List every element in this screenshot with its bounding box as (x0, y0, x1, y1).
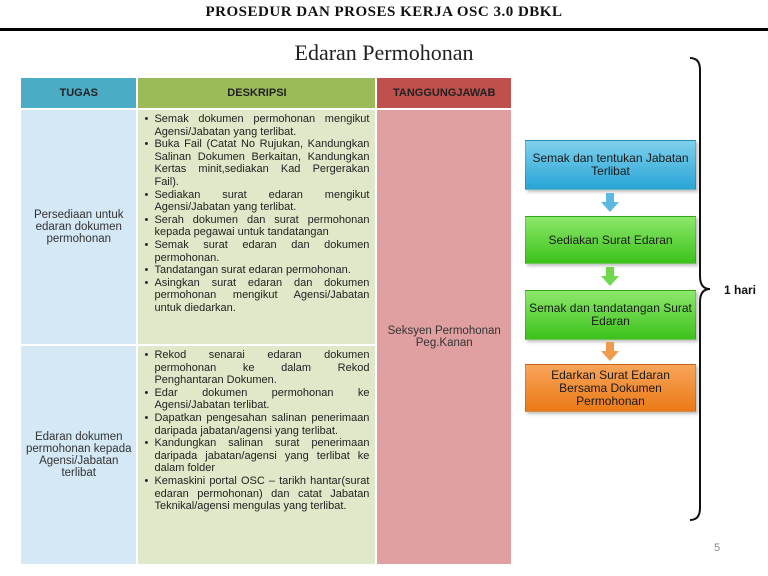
slide-subtitle: Edaran Permohonan (294, 40, 474, 65)
flow-step-semak-jabatan: Semak dan tentukan Jabatan Terlibat (525, 140, 696, 190)
list-item: • Kemaskini portal OSC – tarikh hantar(surat edaran permohonan) dan catat Jabatan Teknikal/agensi mengulas yang terlibat. (154, 475, 369, 513)
title-divider (0, 28, 768, 31)
flow-step-edarkan-surat: Edarkan Surat Edaran Bersama Dokumen Permohonan (525, 364, 696, 412)
list-item: • Buka Fail (Catat No Rujukan, Kandungkan Salinan Dokumen Berkaitan, Kandungkan Kertas minit,sediakan Kad Pergerakan Fail). (154, 138, 369, 188)
down-arrow-icon (600, 267, 620, 287)
duration-label: 1 hari (724, 283, 757, 297)
tugas-cell: Edaran dokumen permohonan kepada Agensi/Jabatan terlibat (21, 346, 136, 564)
tugas-cell: Persediaan untuk edaran dokumen permohonan (21, 110, 136, 344)
list-item: • Tandatangan surat edaran permohonan. (154, 264, 369, 277)
list-item: • Dapatkan pengesahan salinan penerimaan daripada jabatan/agensi yang terlibat. (154, 412, 369, 437)
down-arrow-icon (600, 193, 620, 213)
deskripsi-list (142, 113, 369, 315)
list-item: • Semak surat edaran dan dokumen permohonan. (154, 239, 369, 264)
list-item: • Asingkan surat edaran dan dokumen permohonan mengikut Agensi/Jabatan untuk diedarkan. (154, 277, 369, 315)
deskripsi-cell (138, 110, 375, 344)
list-item: • Semak dokumen permohonan mengikut Agensi/Jabatan yang terlibat. (154, 113, 369, 138)
header-deskripsi: DESKRIPSI (138, 78, 375, 108)
page-number: 5 (714, 542, 721, 554)
document-title: PROSEDUR DAN PROSES KERJA OSC 3.0 DBKL (205, 4, 563, 20)
list-item: • Rekod senarai edaran dokumen permohonan ke dalam Rekod Penghantaran Dokumen. (154, 349, 369, 387)
tanggungjawab-cell: Seksyen Permohonan Peg.Kanan (377, 110, 511, 564)
flow-step-sediakan-surat: Sediakan Surat Edaran (525, 216, 696, 264)
flow-step-semak-tandatangan: Semak dan tandatangan Surat Edaran (525, 290, 696, 340)
deskripsi-cell (138, 346, 375, 564)
bracket-icon (688, 56, 718, 522)
header-tanggungjawab: TANGGUNGJAWAB (377, 78, 511, 108)
header-tugas: TUGAS (21, 78, 136, 108)
procedure-table (19, 76, 513, 566)
list-item: • Sediakan surat edaran mengikut Agensi/Jabatan yang terlibat. (154, 189, 369, 214)
list-item: • Edar dokumen permohonan ke Agensi/Jabatan terlibat. (154, 387, 369, 412)
deskripsi-list (142, 349, 369, 513)
list-item: • Kandungkan salinan surat penerimaan daripada jabatan/agensi yang terlibat ke dalam folder (154, 437, 369, 475)
list-item: • Serah dokumen dan surat permohonan kepada pegawai untuk tandatangan (154, 214, 369, 239)
table-row (21, 110, 511, 344)
down-arrow-icon (600, 342, 620, 362)
